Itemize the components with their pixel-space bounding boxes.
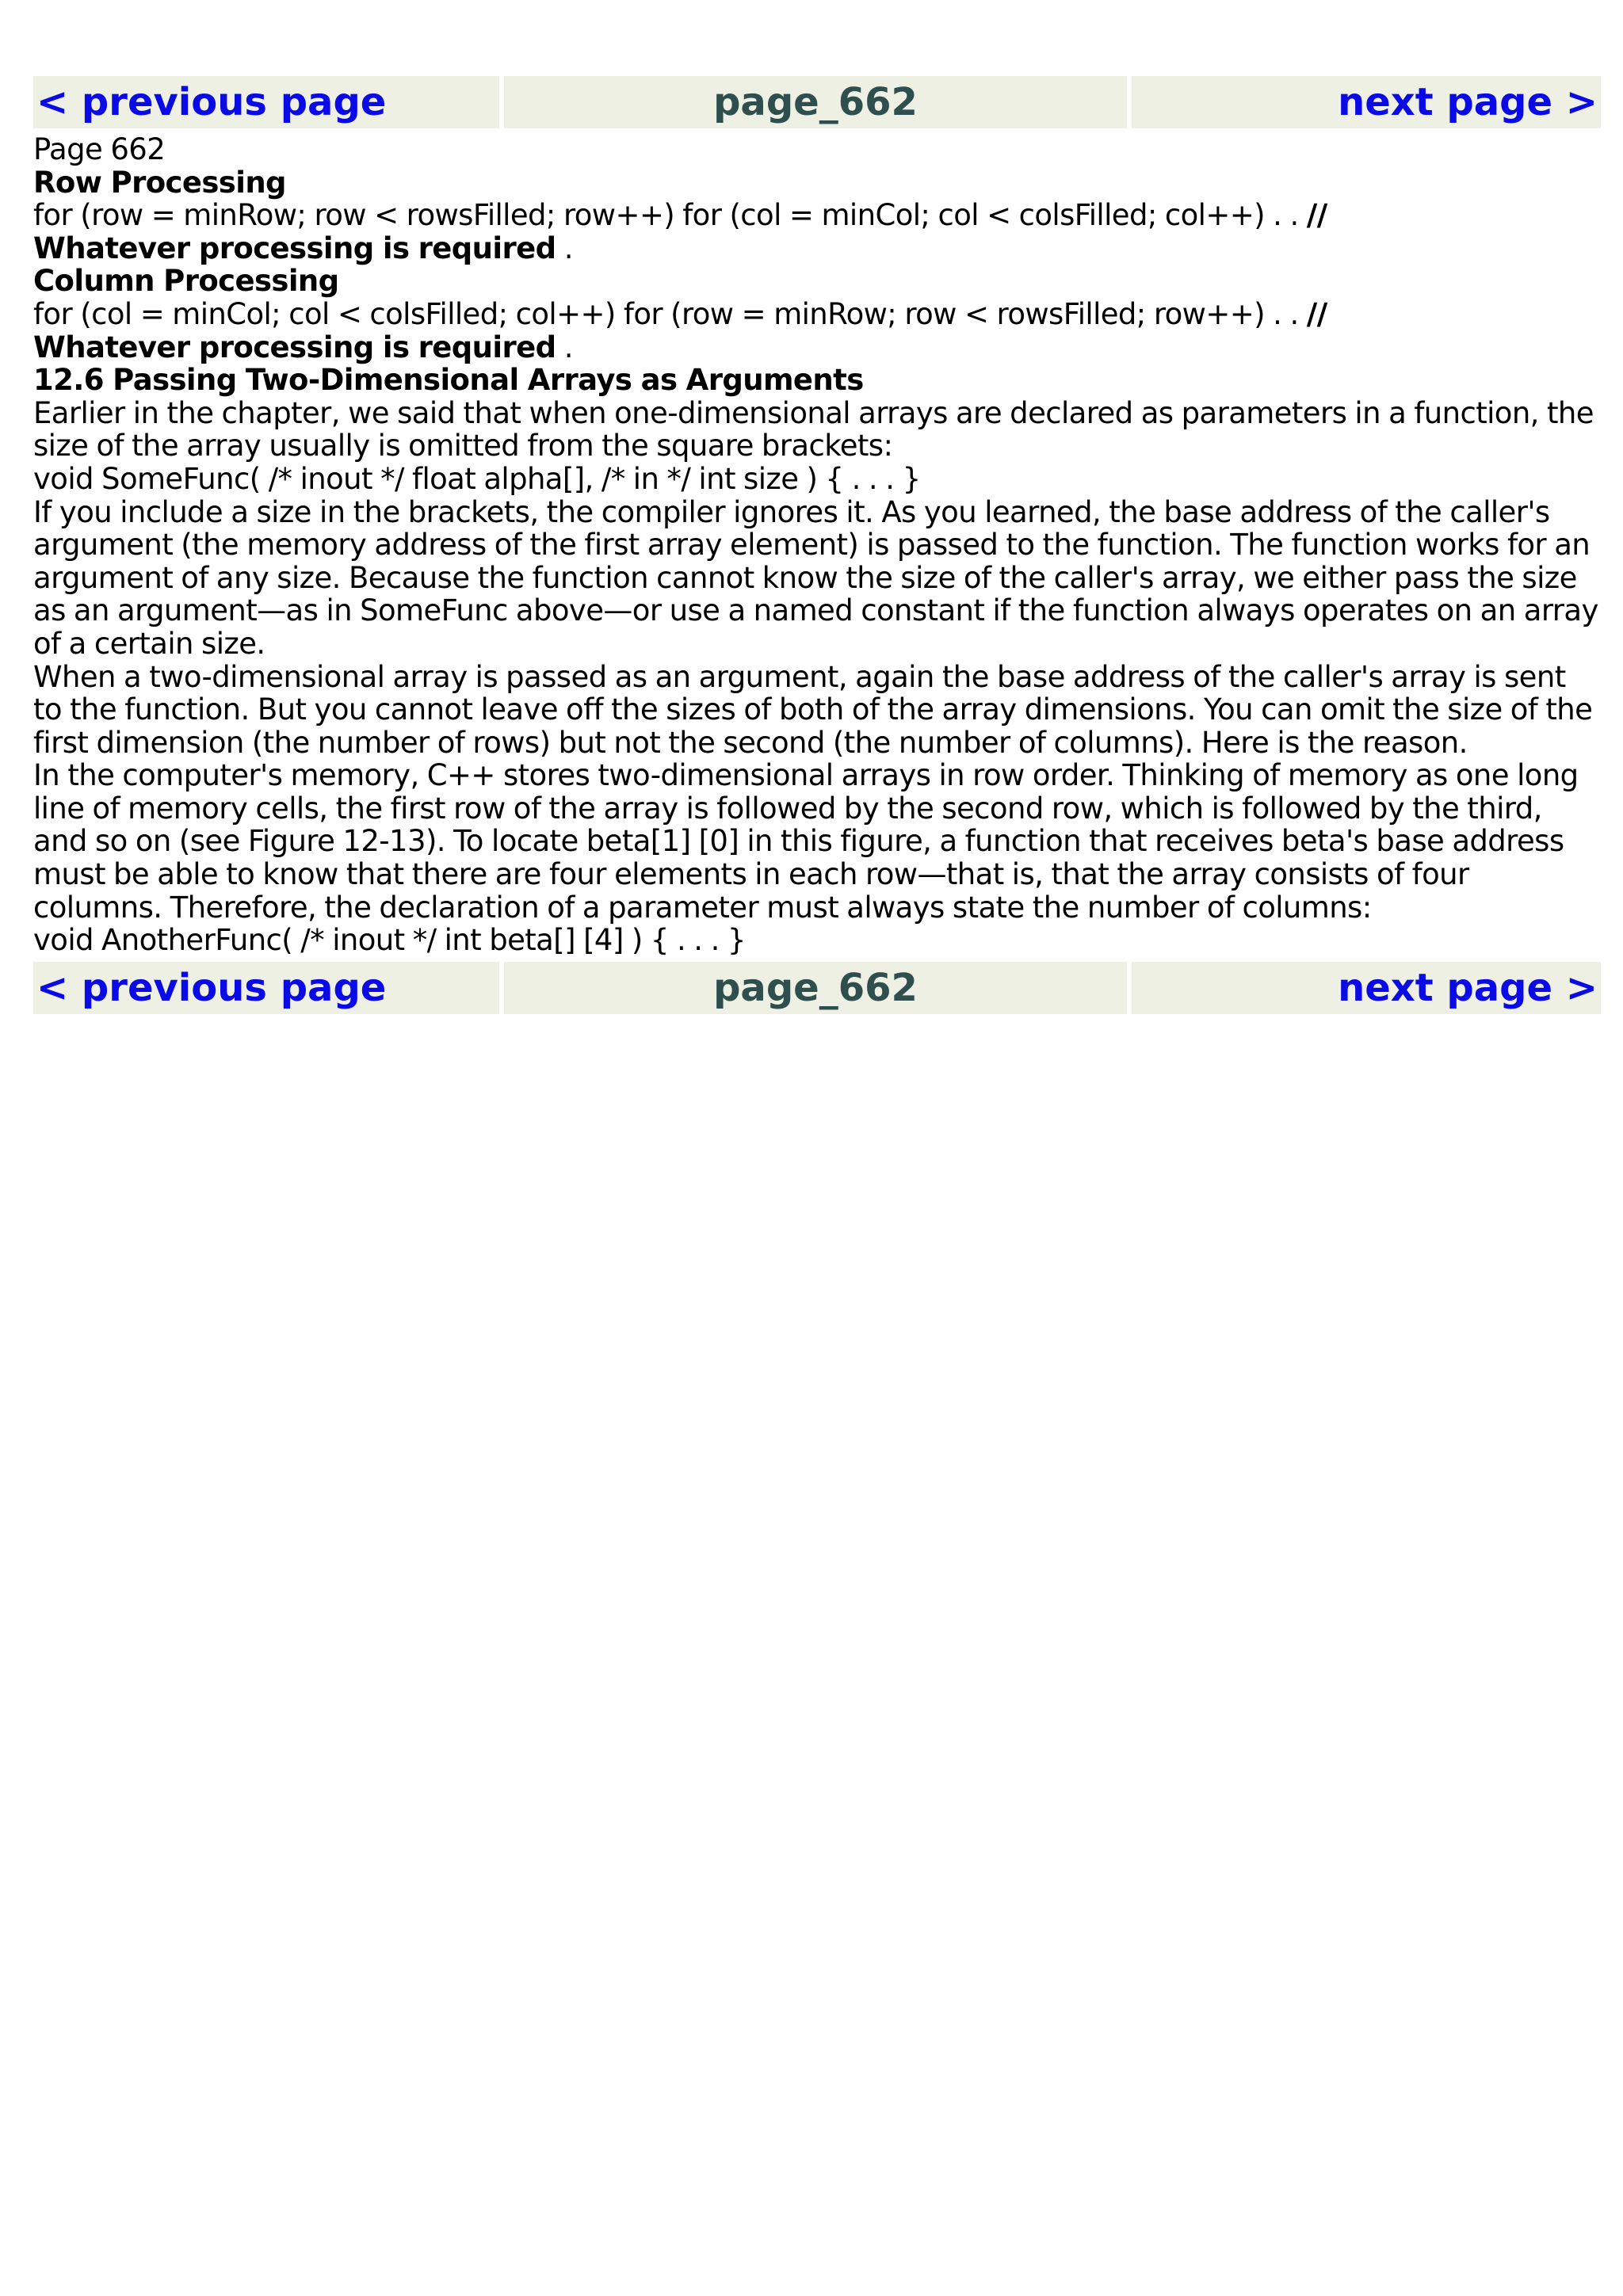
bottom-previous-page-link[interactable]: < previous page: [36, 965, 387, 1010]
row-processing-comment: [33, 232, 1601, 265]
top-nav-bar: [33, 76, 1601, 128]
col-loop-code: for (col = minCol; col < colsFilled; col++) for (row = minRow; row < rowsFilled; row++) . .: [33, 296, 1307, 331]
code-line-anotherfunc: void AnotherFunc( /* inout */ int beta[] [4] ) { . . . }: [33, 923, 746, 958]
bottom-next-cell: [1132, 962, 1601, 1014]
column-processing-code: [33, 298, 1601, 331]
bottom-page-title-cell: [504, 962, 1127, 1014]
paragraph: When a two-dimensional array is passed as an argument, again the base address of the caller's array is sent to the function. But you cannot leave off the sizes of both of the array dimensions. You can omit the size of the first dimension (the number of rows) but not the second (the number of columns). Here is the reason.: [33, 659, 1593, 760]
bottom-nav-bar: [33, 962, 1601, 1014]
document-page: [33, 76, 1601, 1014]
code-line-somefunc: void SomeFunc( /* inout */ float alpha[], /* in */ int size ) { . . . }: [33, 461, 921, 496]
row-processing-heading: Row Processing: [33, 165, 286, 200]
column-processing-comment: [33, 331, 1601, 364]
bottom-next-page-link[interactable]: next page >: [1338, 965, 1598, 1010]
page-content: [33, 128, 1601, 962]
paragraph: In the computer's memory, C++ stores two-dimensional arrays in row order. Thinking of memory as one long line of memory cells, the first row of the array is followed by the second row, which is followed by the third, and so on (see Figure 12-13). To locate beta[1] [0] in this figure, a function that receives beta's base address must be able to know that there are four elements in each row—that is, that the array consists of four columns. Therefore, the declaration of a parameter must always state the number of columns:: [33, 758, 1579, 925]
row-loop-code: for (row = minRow; row < rowsFilled; row++) for (col = minCol; col < colsFilled; col++) . .: [33, 198, 1307, 233]
row-comment-period: .: [556, 231, 573, 265]
row-comment-text: Whatever processing is required: [33, 231, 556, 265]
column-processing-heading: Column Processing: [33, 264, 339, 299]
top-page-title-cell: [504, 76, 1127, 128]
row-processing-code: [33, 199, 1601, 232]
section-heading: 12.6 Passing Two-Dimensional Arrays as Arguments: [33, 363, 864, 398]
top-next-page-link[interactable]: next page >: [1338, 80, 1598, 124]
top-page-title: page_662: [713, 80, 918, 124]
col-comment-text: Whatever processing is required: [33, 330, 556, 364]
page-label: Page 662: [33, 132, 166, 166]
col-comment-slash: //: [1306, 296, 1327, 331]
bottom-prev-cell: [33, 962, 499, 1014]
bottom-page-title: page_662: [713, 965, 918, 1010]
top-previous-page-link[interactable]: < previous page: [36, 80, 387, 124]
top-next-cell: [1132, 76, 1601, 128]
paragraph: If you include a size in the brackets, the compiler ignores it. As you learned, the base address of the caller's argument (the memory address of the first array element) is passed to the function. The function works for an argument of any size. Because the function cannot know the size of the caller's array, we either pass the size as an argument—as in SomeFunc above—or use a named constant if the function always operates on an array of a certain size.: [33, 494, 1598, 661]
top-prev-cell: [33, 76, 499, 128]
paragraph: Earlier in the chapter, we said that when one-dimensional arrays are declared as parameters in a function, the size of the array usually is omitted from the square brackets:: [33, 395, 1594, 463]
row-comment-slash: //: [1306, 198, 1327, 233]
col-comment-period: .: [556, 330, 573, 364]
